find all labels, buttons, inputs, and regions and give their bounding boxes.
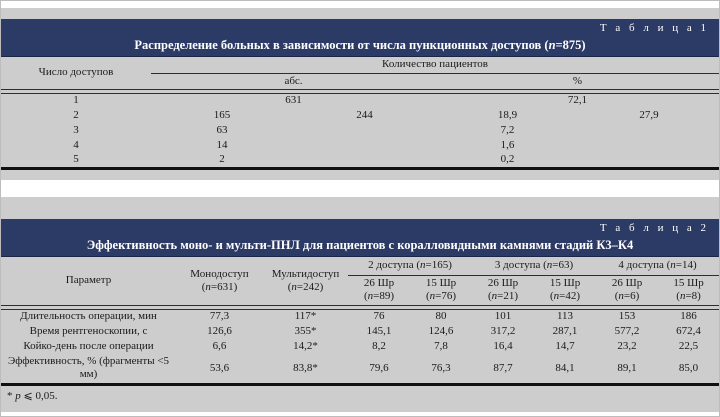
value-cell: 83,8* <box>263 354 348 384</box>
table1-group-header: Количество пациентов <box>151 57 719 73</box>
subcol-header <box>596 275 658 305</box>
table-row <box>1 123 719 138</box>
accesses-count: 4 <box>73 139 79 151</box>
value-cell: 117* <box>294 310 317 323</box>
value-cell: 7,8 <box>434 340 448 352</box>
value-cell: 87,7 <box>472 354 534 384</box>
subcol-size: 26 Шр <box>363 277 395 289</box>
value-cell: 53,6 <box>176 354 263 384</box>
table2-block <box>1 197 719 412</box>
value-cell: 85,0 <box>658 354 719 384</box>
table2-mono-header <box>176 257 263 305</box>
value-cell: 145,1 <box>366 325 392 337</box>
parameter-label: Эффективность, % (фрагменты <5 мм) <box>1 354 176 384</box>
table2-title-band <box>1 219 719 257</box>
value-cell: 287,1 <box>552 325 578 337</box>
pct-total-value <box>579 138 719 153</box>
table1 <box>1 57 719 170</box>
table1-header-row-1 <box>1 57 719 73</box>
abs-value: 165 <box>213 109 231 121</box>
value-cell: 101 <box>494 310 512 323</box>
abs-value: 2 <box>151 153 293 168</box>
table1-abs-header: абс. <box>284 74 303 87</box>
table-row <box>1 153 719 168</box>
subcol-header <box>410 275 472 305</box>
table1-pct-header: % <box>572 74 583 87</box>
table-row <box>1 354 719 384</box>
abs-total-value <box>293 138 436 153</box>
pct-total-value <box>579 153 719 168</box>
group-header-3-accesses: 3 доступа (n=63) <box>472 257 596 275</box>
abs-total-value: 244 <box>356 109 373 121</box>
parameter-label: Время рентгеноскопии, с <box>29 325 148 337</box>
subcol-header <box>472 275 534 305</box>
value-cell: 186 <box>680 310 697 323</box>
parameter-label: Койко-день после операции <box>23 340 154 352</box>
pct-value: 1,6 <box>500 139 515 151</box>
table2-title: Эффективность моно- и мульти-ПНЛ для пациентов с коралловидными камнями стадий К3–К4 <box>86 238 634 252</box>
abs-value: 63 <box>216 124 228 136</box>
table2-header-row-1 <box>1 257 719 275</box>
value-cell: 14,2* <box>293 340 318 352</box>
value-cell: 23,2 <box>617 340 637 352</box>
subcol-header <box>348 275 410 305</box>
value-cell: 76 <box>373 310 385 323</box>
value-cell: 126,6 <box>207 325 232 337</box>
table1-title: Распределение больных в зависимости от числа пункционных доступов (n=875) <box>134 38 586 52</box>
table-row <box>1 339 719 354</box>
accesses-count: 1 <box>73 94 79 107</box>
abs-value: 14 <box>216 139 228 151</box>
subcol-n: (n=76) <box>425 290 457 302</box>
table1-col1-header: Число доступов <box>38 66 114 79</box>
multi-header-line1: Мультидоступ <box>271 267 340 280</box>
value-cell: 317,2 <box>490 325 516 337</box>
table-row <box>1 108 719 123</box>
subcol-n: (n=8) <box>676 290 701 302</box>
value-cell: 77,3 <box>209 310 230 323</box>
value-cell: 8,2 <box>372 340 386 352</box>
value-cell: 577,2 <box>614 325 640 337</box>
value-cell: 80 <box>435 310 447 323</box>
value-cell: 672,4 <box>676 325 701 337</box>
value-cell: 355* <box>294 325 317 337</box>
value-cell: 76,3 <box>410 354 472 384</box>
subcol-n: (n=21) <box>487 290 519 302</box>
subcol-size: 15 Шр <box>549 277 581 289</box>
value-cell: 22,5 <box>678 340 699 352</box>
table-row <box>1 93 719 108</box>
pct-value: 7,2 <box>500 124 515 136</box>
subcol-header <box>534 275 596 305</box>
subcol-n: (n=42) <box>550 290 581 302</box>
pct-value: 72,1 <box>567 94 588 107</box>
accesses-count: 5 <box>1 153 151 168</box>
value-cell: 89,1 <box>596 354 658 384</box>
group-header-2-accesses: 2 доступа (n=165) <box>348 257 472 275</box>
value-cell: 6,6 <box>212 340 227 352</box>
mono-header-line1: Монодоступ <box>190 267 249 280</box>
parameter-label: Длительность операции, мин <box>20 310 157 323</box>
table2 <box>1 257 719 386</box>
table2-multi-header <box>263 257 348 305</box>
accesses-count: 2 <box>73 109 79 121</box>
value-cell: 16,4 <box>493 340 513 352</box>
table1-title-band <box>1 19 719 57</box>
mono-header-line2: (n=631) <box>201 280 238 293</box>
subcol-n: (n=6) <box>614 290 640 302</box>
multi-header-line2: (n=242) <box>287 280 324 293</box>
table2-param-header: Параметр <box>65 274 112 287</box>
value-cell: 153 <box>618 310 636 323</box>
table-row <box>1 309 719 324</box>
accesses-count: 3 <box>73 124 79 136</box>
table-row <box>1 324 719 339</box>
pct-total-value <box>579 123 719 138</box>
abs-total-value <box>293 153 436 168</box>
pct-value: 18,9 <box>497 109 518 121</box>
significance-footnote: * p ⩽ 0,05. <box>7 389 58 402</box>
value-cell: 14,7 <box>555 340 575 352</box>
abs-total-value <box>293 123 436 138</box>
table1-block <box>1 8 719 180</box>
abs-value: 631 <box>285 94 302 107</box>
value-cell: 79,6 <box>348 354 410 384</box>
subcol-header <box>658 275 719 305</box>
subcol-n: (n=89) <box>363 290 395 302</box>
value-cell: 84,1 <box>534 354 596 384</box>
subcol-size: 26 Шр <box>487 277 519 289</box>
pct-total-value: 27,9 <box>639 109 659 121</box>
subcol-size: 15 Шр <box>673 277 704 289</box>
subcol-size: 15 Шр <box>425 277 457 289</box>
table1-number-label: Т а б л и ц а 1 <box>599 22 709 34</box>
pct-value: 0,2 <box>436 153 579 168</box>
table-row <box>1 138 719 153</box>
group-header-4-accesses: 4 доступа (n=14) <box>596 257 719 275</box>
value-cell: 124,6 <box>428 325 454 337</box>
table2-number-label: Т а б л и ц а 2 <box>599 222 709 234</box>
subcol-size: 26 Шр <box>611 277 643 289</box>
value-cell: 113 <box>556 310 574 323</box>
